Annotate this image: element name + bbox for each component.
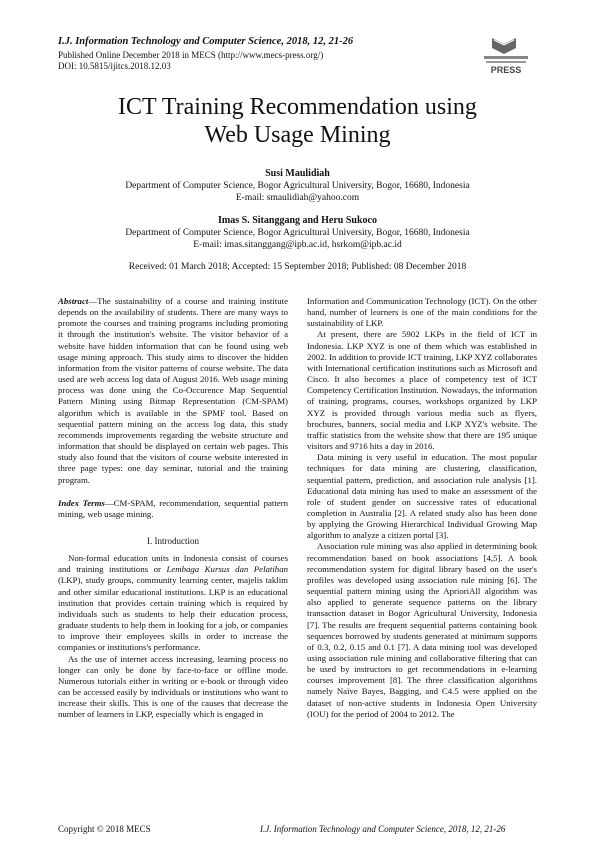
abstract bbox=[58, 296, 288, 486]
paper-title-line1: ICT Training Recommendation using bbox=[118, 94, 477, 120]
author-email: E-mail: imas.sitanggang@ipb.ac.id, hsrkom@ipb.ac.id bbox=[193, 240, 402, 250]
right-column bbox=[307, 296, 537, 720]
left-column bbox=[58, 296, 288, 720]
author-name: Imas S. Sitanggang and Heru Sukoco bbox=[218, 215, 377, 226]
index-terms-text: —CM-SPAM, recommendation, sequential pattern mining, web usage mining. bbox=[58, 497, 288, 519]
paragraph: Data mining is very useful in education. The most popular techniques for data mining are clustering, classification, sequential pattern, prediction, and association rule analysis [1]. Educational data mining has used to make an assessment of the role of student gender on successive rates of educational completion in Australia [2]. A related study also has been done by applying the Growing Hierarchical Individual Growing Map algorithm to analyze a citizen portal [3]. bbox=[307, 452, 537, 541]
author-name: Susi Maulidiah bbox=[265, 168, 330, 179]
journal-header: I.J. Information Technology and Computer Science, 2018, 12, 21-26 bbox=[58, 36, 354, 47]
index-terms-label: Index Terms bbox=[58, 497, 105, 508]
received-dates: Received: 01 March 2018; Accepted: 15 September 2018; Published: 08 December 2018 bbox=[128, 262, 467, 272]
paragraph: At present, there are 5902 LKPs in the field of ICT in Indonesia. LKP XYZ is one of them which was established in 2002. In addition to provide ICT training, LKP XYZ collaborates with International certification institutions such as Microsoft and Cisco. It also becomes a place of competency test of ICT Competency Certification Institution. Nowadays, the information of training, programs, courses, workshops organized by LKP XYZ is provided through various media such as flyers, brochures, banners, social media and LKP XYZ's website. The traffic statistics from the website show that there are 195 unique visitors and 9716 hits a day in 2016. bbox=[307, 329, 537, 452]
svg-text:PRESS: PRESS bbox=[490, 65, 522, 75]
paragraph-text: Non-formal education units in Indonesia consist of courses and training institutions or bbox=[58, 553, 288, 575]
author-affiliation: Department of Computer Science, Bogor Agricultural University, Bogor, 16680, Indonesia bbox=[125, 181, 470, 191]
author-email: E-mail: smaulidiah@yahoo.com bbox=[235, 193, 360, 203]
paragraph-text: (LKP), study groups, community learning center, majelis taklim and other similar educational institutions. LKP is an educational institution that provides certain training which is required by individuals such as students to help their education process, graduate students to help them in looking for a job, or companies to improve their employees skills in order to increase the companies or institutions's performance. bbox=[58, 575, 288, 653]
mecs-press-logo bbox=[464, 34, 548, 76]
footer-copyright: Copyright © 2018 MECS bbox=[58, 824, 151, 834]
author-affiliation: Department of Computer Science, Bogor Agricultural University, Bogor, 16680, Indonesia bbox=[125, 228, 470, 238]
paragraph: Association rule mining was also applied in determining book recommendation based on book associations [4,5]. A book recommendation system for digital library based on the user's profiles was developed using association rule mining [6]. The sequential pattern mining using the AprioriAll algorithm was also applied to generate sequence patterns on the library transaction dataset in Bogor Agricultural University, Indonesia [7]. The results are frequent sequential patterns containing book sequences borrowed by students generated at minimum supports of 0.3, 0.2, 0.15 and 0.1 [7]. A data mining tool was developed using association rule mining and collaborative filtering that can be used by instructors to get recommendations in e-learning courses improvement [8]. The three classification algorithms namely Naïve Bayes, Bagging, and C4.5 were applied on the dataset of non-active students in Indonesia Open University (IOU) for the period of 2004 to 2012. The bbox=[307, 541, 537, 719]
paper-title-line2: Web Usage Mining bbox=[204, 122, 391, 148]
index-terms bbox=[58, 498, 288, 520]
abstract-label: Abstract bbox=[58, 296, 89, 306]
paragraph: As the use of internet access increasing, learning process no longer can only be done by face-to-face or offline mode. Numerous tutorials either in writing or e-book or through video can be accessed easily by individuals or institutions who want to increase their skills. This is one of the causes that decrease the number of learners in LKP, especially which is engaged in bbox=[58, 653, 288, 720]
emphasis-text: Lembaga Kursus dan Pelatihan bbox=[166, 564, 288, 575]
paragraph bbox=[58, 553, 288, 653]
footer-journal: I.J. Information Technology and Computer Science, 2018, 12, 21-26 bbox=[260, 824, 506, 834]
section-heading: I. Introduction bbox=[147, 535, 199, 546]
paragraph: Information and Communication Technology (ICT). On the other hand, number of learners is one of the main conditions for the sustainability of LKP. bbox=[307, 296, 537, 329]
abstract-text: —The sustainability of a course and training institute depends on the availability of students. There are many ways to promote the courses and training programs including promoting it through the institution's website. The visitor behavior of a website have hidden information that can be found using web usage mining approach. This study aims to discover the hidden information from the visitor patterns of course website. The data used are web access log data of August 2016. Web usage mining process was done using the Co-Occurence Map Sequential Pattern Mining using Bitmap Representation (CM-SPAM) algorithm which is available in the SPMF tool. Based on sequential pattern mining on the access log data, this study recommends improvements regarding the website structure and information that should be displayed on certain web pages. This study also found that the visitors of course website interested in three page types: one day seminar, tutorial and the training program. bbox=[58, 296, 288, 485]
published-online-line: Published Online December 2018 in MECS (http://www.mecs-press.org/) bbox=[58, 50, 324, 60]
doi-line: DOI: 10.5815/ijitcs.2018.12.03 bbox=[58, 61, 171, 71]
